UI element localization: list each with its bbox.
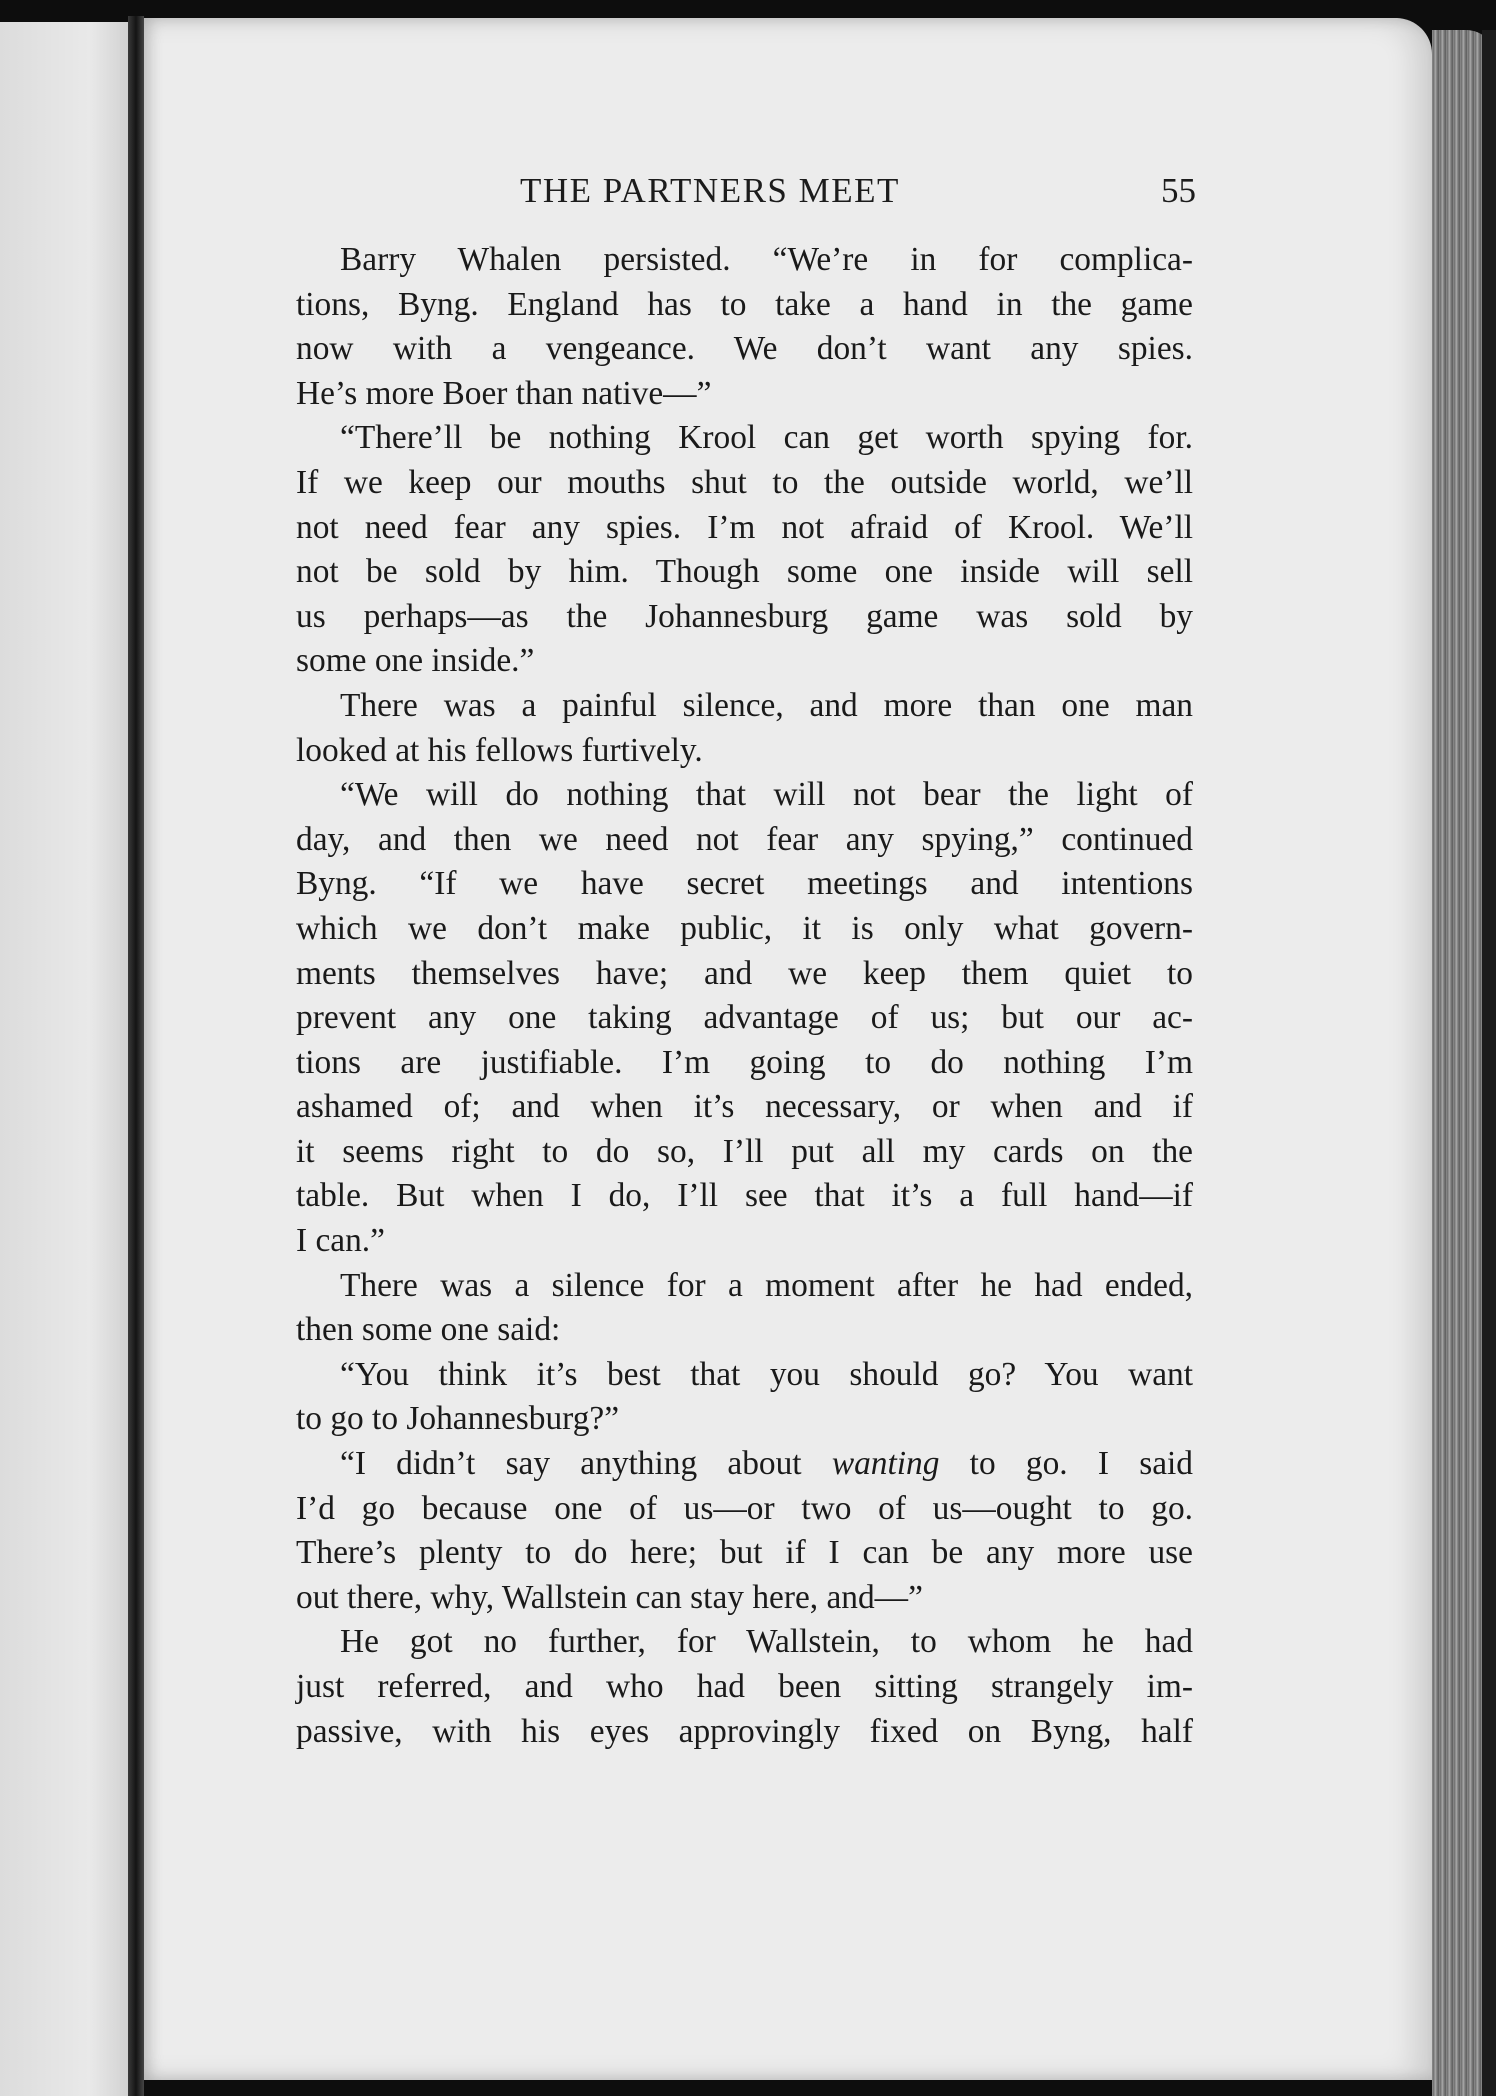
paragraph (296, 416, 1193, 684)
paragraph (296, 773, 1193, 1264)
text-line: He got no further, for Wallstein, to whom he had (340, 1623, 1193, 1661)
text-line: out there, why, Wallstein can stay here, and—” (296, 1578, 923, 1616)
text-line: not need fear any spies. I’m not afraid of Krool. We’ll (296, 508, 1193, 546)
text-line: I’d go because one of us—or two of us—ought to go. (296, 1489, 1193, 1527)
paragraph (296, 1620, 1193, 1754)
text-line: He’s more Boer than native—” (296, 374, 712, 412)
emphasized-word: wanting (831, 1445, 940, 1483)
running-title: THE PARTNERS MEET (520, 171, 900, 210)
paragraph (296, 1442, 1193, 1620)
text-line: Byng. “If we have secret meetings and intentions (296, 865, 1193, 903)
text-line: There was a painful silence, and more than one man (340, 686, 1193, 724)
facing-page-edge (0, 22, 128, 2096)
text-line: tions, Byng. England has to take a hand in the game (296, 285, 1193, 323)
body-text (296, 238, 1193, 1754)
text-line: “We will do nothing that will not bear the light of (340, 776, 1193, 814)
text-line: looked at his fellows furtively. (296, 731, 703, 769)
paragraph (296, 1353, 1193, 1442)
page-number: 55 (1161, 171, 1196, 210)
text-line: now with a vengeance. We don’t want any spies. (296, 330, 1193, 368)
text-line: There’s plenty to do here; but if I can be any more use (296, 1534, 1193, 1572)
text-line: “You think it’s best that you should go? You want (340, 1355, 1193, 1393)
text-line: ments themselves have; and we keep them quiet to (296, 954, 1193, 992)
text-line: “I didn’t say anything about wanting to go. I said (340, 1445, 1193, 1483)
text-line: to go to Johannesburg?” (296, 1400, 620, 1438)
running-head (296, 165, 1196, 225)
page-edges (1432, 30, 1496, 2096)
paragraph (296, 1264, 1193, 1353)
text-line: just referred, and who had been sitting strangely im- (296, 1668, 1193, 1705)
text-line: not be sold by him. Though some one inside will sell (296, 553, 1193, 591)
text-line: day, and then we need not fear any spying,” continued (296, 820, 1193, 858)
text-line: table. But when I do, I’ll see that it’s a full hand—if (296, 1177, 1193, 1215)
text-line: If we keep our mouths shut to the outside world, we’ll (296, 463, 1193, 501)
text-line: There was a silence for a moment after he had ended, (340, 1266, 1193, 1304)
text-line: Barry Whalen persisted. “We’re in for complica- (340, 241, 1193, 278)
text-line: tions are justifiable. I’m going to do nothing I’m (296, 1043, 1193, 1081)
text-line: I can.” (296, 1222, 385, 1260)
text-line: it seems right to do so, I’ll put all my cards on the (296, 1132, 1193, 1170)
paragraph (296, 684, 1193, 773)
text-line: which we don’t make public, it is only what govern- (296, 909, 1193, 947)
text-line: “There’ll be nothing Krool can get worth spying for. (340, 419, 1193, 457)
text-line: passive, with his eyes approvingly fixed on Byng, half (296, 1712, 1193, 1750)
text-line: prevent any one taking advantage of us; but our ac- (296, 999, 1193, 1037)
text-line: then some one said: (296, 1311, 561, 1349)
book-gutter (128, 16, 144, 2096)
text-line: ashamed of; and when it’s necessary, or when and if (296, 1088, 1193, 1126)
paragraph (296, 238, 1193, 416)
text-line: some one inside.” (296, 642, 535, 680)
text-line: us perhaps—as the Johannesburg game was sold by (296, 597, 1193, 635)
